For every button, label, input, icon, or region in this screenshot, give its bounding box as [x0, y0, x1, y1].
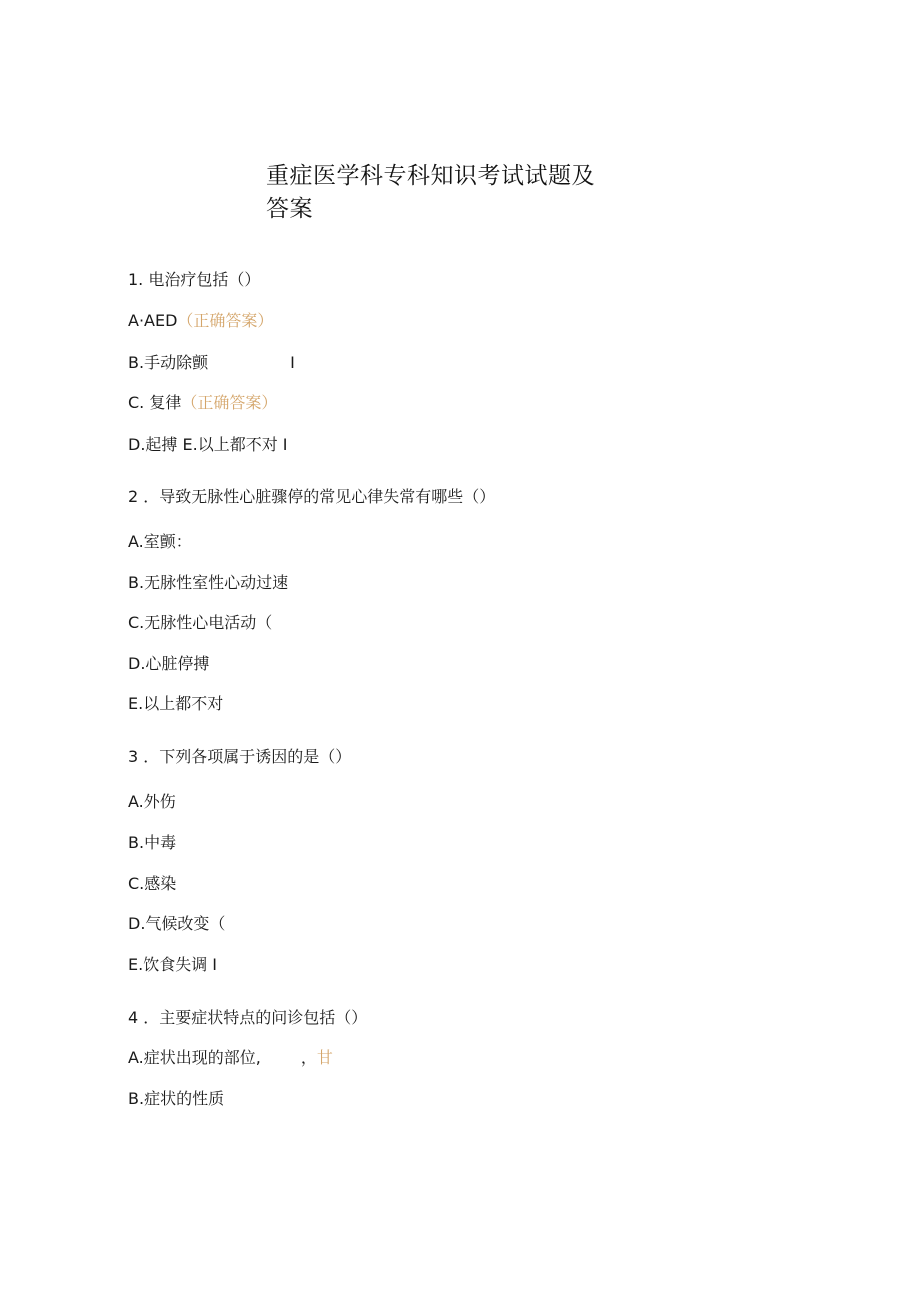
question-3-option-c: C.感染: [128, 874, 177, 893]
question-2-stem: 2 ．导致无脉性心脏骤停的常见心律失常有哪些（）: [128, 487, 496, 506]
question-1-option-c: [128, 392, 277, 414]
option-text: B.手动除颤: [128, 353, 209, 372]
question-3-option-a: A.外伤: [128, 792, 176, 811]
question-3-stem: 3 ．下列各项属于诱因的是（）: [128, 747, 352, 766]
question-2-option-d: D.心脏停搏: [128, 654, 210, 673]
correct-answer-mark: （正确答案）: [181, 393, 278, 412]
question-3-option-b: B.中毒: [128, 833, 177, 852]
question-1-option-d: D.起搏 E.以上都不对 I: [128, 435, 288, 454]
comma-mark: ，: [300, 1048, 317, 1067]
question-1-option-b: [128, 352, 295, 374]
stray-mark: I: [290, 353, 295, 372]
question-3-option-d: D.气候改变（: [128, 914, 226, 933]
question-2-option-a: A.室颤：: [128, 532, 192, 551]
question-3-option-e: E.饮食失调 I: [128, 955, 218, 974]
document-title: 重症医学科专科知识考试试题及答案: [266, 163, 595, 222]
option-text: A·AED: [128, 311, 178, 330]
question-2-option-e: E.以上都不对: [128, 694, 224, 713]
question-4-option-a: [128, 1047, 333, 1069]
stray-answer-mark: 甘: [316, 1048, 333, 1067]
question-4-option-b: B.症状的性质: [128, 1089, 225, 1108]
question-1-option-a: [128, 310, 273, 332]
question-2-option-c: C.无脉性心电活动（: [128, 613, 273, 632]
correct-answer-mark: （正确答案）: [177, 311, 274, 330]
option-text: C. 复律: [128, 393, 182, 412]
option-text: A.症状出现的部位,: [128, 1048, 261, 1067]
question-4-stem: 4 ．主要症状特点的问诊包括（）: [128, 1008, 368, 1027]
question-1-stem: 1. 电治疗包括（）: [128, 270, 261, 289]
question-2-option-b: B.无脉性室性心动过速: [128, 573, 289, 592]
